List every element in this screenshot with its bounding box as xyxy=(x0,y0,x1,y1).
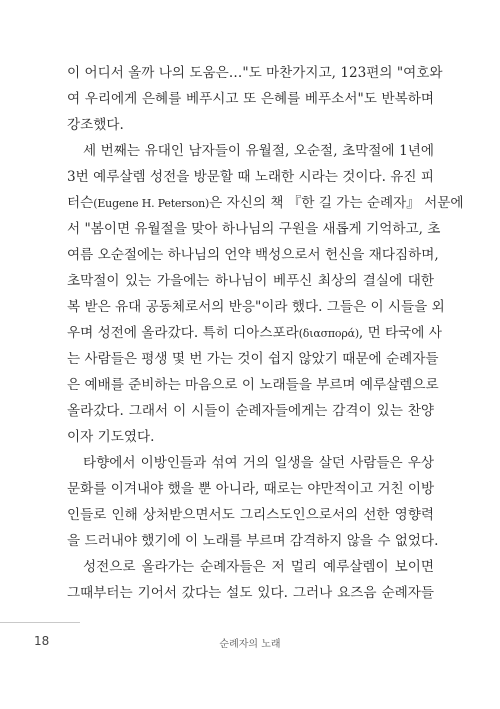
text-fragment: , 먼 타국에 사 xyxy=(358,325,442,341)
text-line: 문화를 이겨내야 했을 뿐 아니라, 때로는 야만적이고 거친 이방 xyxy=(67,481,435,497)
text-fragment: 터슨 xyxy=(67,195,94,211)
footer-divider xyxy=(0,622,80,623)
text-line: 이자 기도였다. xyxy=(67,429,155,445)
text-line: 이 어디서 올까 나의 도움은…"도 마찬가지고, 123편의 "여호와 xyxy=(67,65,443,81)
text-line xyxy=(67,320,442,346)
text-line: 여 우리에게 은혜를 베푸시고 또 은혜를 베푸소서"도 반복하며 xyxy=(67,91,434,107)
text-line: 복 받은 유대 공동체로서의 반응"이라 했다. 그들은 이 시들을 외 xyxy=(67,299,445,315)
text-line: 타향에서 이방인들과 섞여 거의 일생을 살던 사람들은 우상 xyxy=(83,455,434,471)
text-line: 3번 예루살렘 성전을 방문할 때 노래한 시라는 것이다. 유진 피 xyxy=(67,169,435,185)
text-line xyxy=(67,190,464,216)
running-title: 순례자의 노래 xyxy=(219,639,281,650)
body-text xyxy=(67,60,464,606)
text-line: 그때부터는 기어서 갔다는 설도 있다. 그러나 요즈음 순례자들 xyxy=(67,585,434,601)
text-line: 세 번째는 유대인 남자들이 유월절, 오순절, 초막절에 1년에 xyxy=(83,143,434,159)
text-line: 성전으로 올라가는 순례자들은 저 멀리 예루살렘이 보이면 xyxy=(83,559,434,575)
text-line: 서 "봄이면 유월절을 맞아 하나님의 구원을 새롭게 기억하고, 초 xyxy=(67,221,441,237)
english-name: (Eugene H. Peterson) xyxy=(93,197,210,210)
text-fragment: 은 자신의 책 『한 길 가는 순례자』 서문에 xyxy=(209,195,464,211)
greek-word: (διασπορά) xyxy=(298,327,359,340)
text-line: 올라갔다. 그래서 이 시들이 순례자들에게는 감격이 있는 찬양 xyxy=(67,403,434,419)
text-fragment: 우며 성전에 올라갔다. 특히 디아스포라 xyxy=(67,325,299,341)
text-line: 강조했다. xyxy=(67,117,124,133)
text-line: 여름 오순절에는 하나님의 언약 백성으로서 헌신을 재다짐하며, xyxy=(67,247,439,263)
page-number: 18 xyxy=(34,634,50,648)
text-line: 은 예배를 준비하는 마음으로 이 노래들을 부르며 예루살렘으로 xyxy=(67,377,439,393)
text-line: 초막절이 있는 가을에는 하나님이 베푸신 최상의 결실에 대한 xyxy=(67,273,434,289)
text-line: 을 드러내야 했기에 이 노래를 부르며 감격하지 않을 수 없었다. xyxy=(67,533,439,549)
text-line: 는 사람들은 평생 몇 번 가는 것이 쉽지 않았기 때문에 순례자들 xyxy=(67,351,439,367)
text-line: 인들로 인해 상처받으면서도 그리스도인으로서의 선한 영향력 xyxy=(67,507,434,523)
